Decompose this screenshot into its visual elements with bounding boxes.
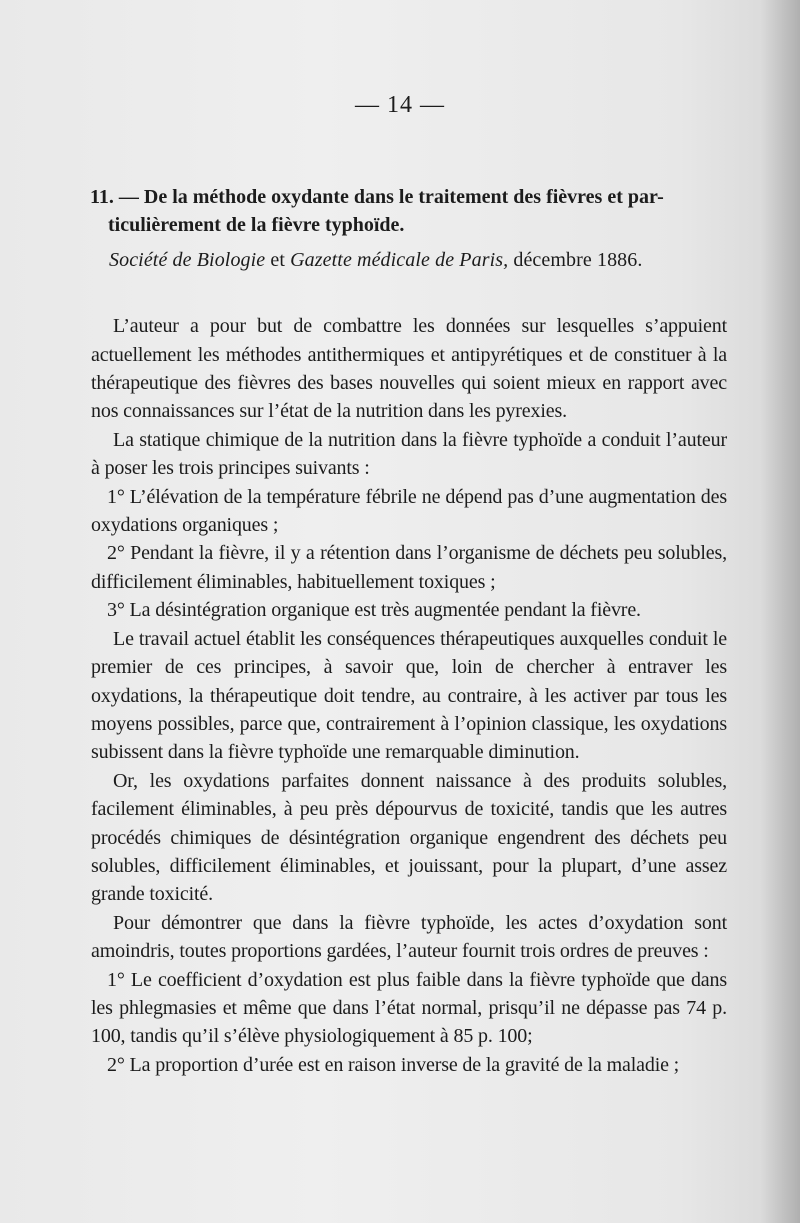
paragraph: La statique chimique de la nutrition dans la fièvre typhoïde a conduit l’auteur à poser les trois principes suivants : xyxy=(91,428,727,480)
principle-item: 2° Pendant la fièvre, il y a rétention dans l’organisme de déchets peu solubles, difficilement éliminables, habituellement toxiques ; xyxy=(91,542,727,593)
page-content xyxy=(91,183,727,1079)
page-number: — 14 — xyxy=(355,92,445,118)
principle-item: 3° La désintégration organique est très augmentée pendant la fièvre. xyxy=(107,599,641,622)
section-heading xyxy=(91,183,727,240)
source-date: décembre 1886. xyxy=(508,248,643,271)
source-gazette: Gazette médicale de Paris, xyxy=(290,248,509,271)
paragraph: Or, les oxydations parfaites donnent naissance à des produits solubles, facilement éliminables, à peu près dépourvus de toxicité, tandis que les autres procédés chimiques de désintégration organique engendrent des déchets peu solubles, difficilement éliminables, et jouissant, pour la plupart, d’une assez grande toxicité. xyxy=(91,769,727,906)
proof-item: 2° La proportion d’urée est en raison inverse de la gravité de la maladie ; xyxy=(107,1053,680,1076)
paragraph: L’auteur a pour but de combattre les données sur lesquelles s’appuient actuellement les méthodes antithermiques et antipyrétiques et de constituer à la thérapeutique des fièvres des bases nouvelles qui soient mieux en rapport avec nos connaissances sur l’état de la nutrition dans les pyrexies. xyxy=(91,315,727,423)
body-text xyxy=(91,312,727,1079)
paragraph: Le travail actuel établit les conséquences thérapeutiques auxquelles conduit le premier de ces principes, à savoir que, loin de chercher à entraver les oxydations, la thérapeutique doit tendre, au contraire, à les activer par tous les moyens possibles, parce que, contrairement à l’opinion classique, les oxydations subissent dans la fièvre typhoïde une remarquable diminution. xyxy=(91,627,727,764)
proof-item: 1° Le coefficient d’oxydation est plus faible dans la fièvre typhoïde que dans les phlegmasies et même que dans l’état normal, prisqu’il ne dépasse pas 74 p. 100, tandis qu’il s’élève physiologiquement à 85 p. 100; xyxy=(91,968,727,1048)
source-society: Société de Biologie xyxy=(109,248,266,271)
publication-source xyxy=(91,246,727,274)
source-conjunction: et xyxy=(265,248,291,271)
section-heading-line-1: 11. — De la méthode oxydante dans le traitement des fièvres et par- xyxy=(90,186,664,208)
principle-item: 1° L’élévation de la température fébrile ne dépend pas d’une augmentation des oxydations organiques ; xyxy=(91,485,727,537)
page-edge-shadow xyxy=(760,0,800,1223)
section-heading-line-2: ticulièrement de la fièvre typhoïde. xyxy=(108,214,405,237)
paragraph: Pour démontrer que dans la fièvre typhoïde, les actes d’oxydation sont amoindris, toutes proportions gardées, l’auteur fournit trois ordres de preuves : xyxy=(91,911,727,963)
